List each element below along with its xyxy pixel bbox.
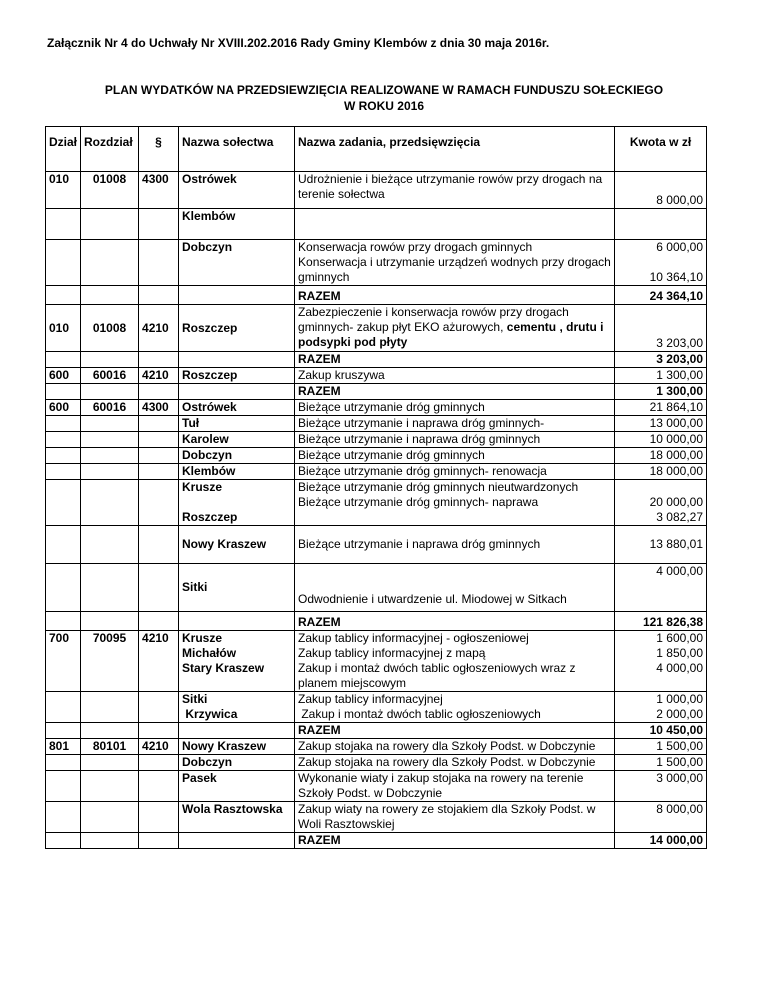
task-text: Zabezpieczenie i konserwacja rowów przy drogach gminnych- zakup płyt EKO ażurowych, [298,305,569,334]
task-cell: Zakup stojaka na rowery dla Szkoły Podst. w Dobczynie [295,739,615,755]
razem-label: RAZEM [295,384,615,400]
amount-cell: 18 000,00 [615,448,707,464]
task-cell: Odwodnienie i utwardzenie ul. Miodowej w Sitkach [295,564,615,612]
amount-cell [615,692,707,723]
razem-row [46,723,707,739]
table-row [46,368,707,384]
rozdzial-cell: 01008 [81,305,139,352]
table-row [46,739,707,755]
task-cell: Bieżące utrzymanie i naprawa dróg gminnych [295,432,615,448]
task-cell: Zakup stojaka na rowery dla Szkoły Podst. w Dobczynie [295,755,615,771]
table-row [46,771,707,802]
razem-amount: 121 826,38 [615,612,707,631]
razem-label: RAZEM [295,723,615,739]
solectwo-cell: Nowy Kraszew [179,526,295,564]
amount-cell: 13 000,00 [615,416,707,432]
task-cell: Bieżące utrzymanie i naprawa dróg gminnych- [295,416,615,432]
razem-amount: 3 203,00 [615,352,707,368]
solectwo-cell [179,631,295,692]
amount-cell: 8 000,00 [615,172,707,209]
amount-value: 1 600,00 [656,631,704,645]
paragraph-cell: 4210 [139,631,179,692]
table-row [46,172,707,209]
amount-cell: 8 000,00 [615,802,707,833]
column-header: Kwota w zł [615,127,707,172]
amount-cell: 3 000,00 [615,771,707,802]
solectwo-cell: Dobczyn [179,240,295,286]
table-row [46,526,707,564]
table-row [46,416,707,432]
solectwo-name: Sitki [182,692,208,706]
solectwo-cell: Nowy Kraszew [179,739,295,755]
amount-cell: 4 000,00 [615,564,707,612]
table-row [46,631,707,692]
amount-cell: 1 300,00 [615,368,707,384]
solectwo-name: Krusze [182,631,223,645]
solectwo-cell: Ostrówek [179,172,295,209]
amount-cell: 1 500,00 [615,755,707,771]
amount-cell: 13 880,01 [615,526,707,564]
document-title-year: W ROKU 2016 [343,99,425,113]
rozdzial-cell: 01008 [81,172,139,209]
task-cell [295,480,615,526]
table-row [46,400,707,416]
table-row [46,802,707,833]
expense-plan-table [45,126,707,849]
solectwo-cell: Dobczyn [179,448,295,464]
table-row [46,305,707,352]
amount-value: 3 082,27 [656,510,704,524]
razem-amount: 10 450,00 [615,723,707,739]
amount-cell [615,631,707,692]
task-text: Bieżące utrzymanie dróg gminnych- naprawa [298,495,539,509]
table-row [46,240,707,286]
task-cell: Bieżące utrzymanie dróg gminnych [295,400,615,416]
paragraph-cell: 4300 [139,400,179,416]
amount-cell: 3 203,00 [615,305,707,352]
table-row [46,464,707,480]
dzial-cell: 010 [46,305,81,352]
solectwo-cell: Dobczyn [179,755,295,771]
solectwo-name: Krzywica [182,707,238,721]
table-row [46,448,707,464]
task-text: Zakup tablicy informacyjnej [298,692,443,706]
solectwo-cell: Roszczep [179,368,295,384]
table-header-row [46,127,707,172]
paragraph-cell: 4210 [139,368,179,384]
column-header: Rozdział [81,127,139,172]
solectwo-cell [179,692,295,723]
task-text: Konserwacja i utrzymanie urządzeń wodnych przy drogach gminnych [298,255,611,284]
column-header: Dział [46,127,81,172]
razem-label: RAZEM [295,833,615,849]
rozdzial-cell: 80101 [81,739,139,755]
solectwo-cell: Tuł [179,416,295,432]
task-cell: Udrożnienie i bieżące utrzymanie rowów przy drogach na terenie sołectwa [295,172,615,209]
solectwo-cell: Pasek [179,771,295,802]
solectwo-name: Stary Kraszew [182,661,265,675]
solectwo-cell: Karolew [179,432,295,448]
task-text: Zakup i montaż dwóch tablic ogłoszeniowych [298,707,541,721]
column-header: § [139,127,179,172]
task-text: Zakup tablicy informacyjnej - ogłoszeniowej [298,631,529,645]
razem-amount: 1 300,00 [615,384,707,400]
razem-amount: 14 000,00 [615,833,707,849]
dzial-cell: 600 [46,400,81,416]
razem-row [46,833,707,849]
amount-value: 6 000,00 [656,240,704,254]
task-cell: Zakup wiaty na rowery ze stojakiem dla Szkoły Podst. w Woli Rasztowskiej [295,802,615,833]
amount-value: 1 000,00 [656,692,704,706]
task-cell: Bieżące utrzymanie dróg gminnych [295,448,615,464]
task-text-bold: cementu , drutu i podsypki pod płyty [298,320,604,349]
amount-cell: 18 000,00 [615,464,707,480]
razem-row [46,286,707,305]
razem-label: RAZEM [295,286,615,305]
column-header: Nazwa sołectwa [179,127,295,172]
solectwo-cell: Roszczep [179,305,295,352]
razem-row [46,612,707,631]
table-row [46,692,707,723]
rozdzial-cell: 60016 [81,368,139,384]
task-cell [295,305,615,352]
amount-cell: 1 500,00 [615,739,707,755]
solectwo-name: Roszczep [182,510,238,524]
dzial-cell: 010 [46,172,81,209]
table-row [46,480,707,526]
razem-label: RAZEM [295,612,615,631]
amount-value: 1 850,00 [656,646,704,660]
task-text: Zakup tablicy informacyjnej z mapą [298,646,486,660]
amount-cell: 21 864,10 [615,400,707,416]
razem-row [46,352,707,368]
solectwo-cell: Klembów [179,464,295,480]
paragraph-cell: 4210 [139,739,179,755]
amount-value: 20 000,00 [649,495,704,509]
solectwo-cell: Ostrówek [179,400,295,416]
dzial-cell: 801 [46,739,81,755]
rozdzial-cell: 60016 [81,400,139,416]
solectwo-cell: Wola Rasztowska [179,802,295,833]
paragraph-cell: 4210 [139,305,179,352]
table-row [46,564,707,612]
razem-label: RAZEM [295,352,615,368]
task-text: Bieżące utrzymanie dróg gminnych nieutwardzonych [298,480,579,494]
table-row [46,209,707,240]
razem-row [46,384,707,400]
task-cell: Bieżące utrzymanie i naprawa dróg gminnych [295,526,615,564]
table-row [46,755,707,771]
paragraph-cell: 4300 [139,172,179,209]
task-cell: Zakup kruszywa [295,368,615,384]
task-text: Zakup i montaż dwóch tablic ogłoszeniowych wraz z planem miejscowym [298,661,576,690]
rozdzial-cell: 70095 [81,631,139,692]
dzial-cell: 700 [46,631,81,692]
solectwo-cell: Sitki [179,564,295,612]
table-row [46,432,707,448]
solectwo-name: Michałów [182,646,237,660]
task-cell [295,692,615,723]
amount-cell: 10 000,00 [615,432,707,448]
solectwo-cell [179,480,295,526]
amount-cell [615,480,707,526]
document-title: PLAN WYDATKÓW NA PRZEDSIEWZIĘCIA REALIZOWANE W RAMACH FUNDUSZU SOŁECKIEGO [104,83,664,97]
razem-amount: 24 364,10 [615,286,707,305]
dzial-cell: 600 [46,368,81,384]
task-cell: Wykonanie wiaty i zakup stojaka na rowery na terenie Szkoły Podst. w Dobczynie [295,771,615,802]
task-cell: Bieżące utrzymanie dróg gminnych- renowacja [295,464,615,480]
task-cell [295,631,615,692]
amount-value: 2 000,00 [656,707,704,721]
task-text: Konserwacja rowów przy drogach gminnych [298,240,533,254]
solectwo-name: Krusze [182,480,223,494]
solectwo-cell: Klembów [179,209,295,240]
amount-value: 10 364,10 [649,270,704,284]
attachment-header: Załącznik Nr 4 do Uchwały Nr XVIII.202.2016 Rady Gminy Klembów z dnia 30 maja 2016r. [47,36,550,50]
column-header: Nazwa zadania, przedsięwzięcia [295,127,615,172]
amount-value: 4 000,00 [656,661,704,675]
